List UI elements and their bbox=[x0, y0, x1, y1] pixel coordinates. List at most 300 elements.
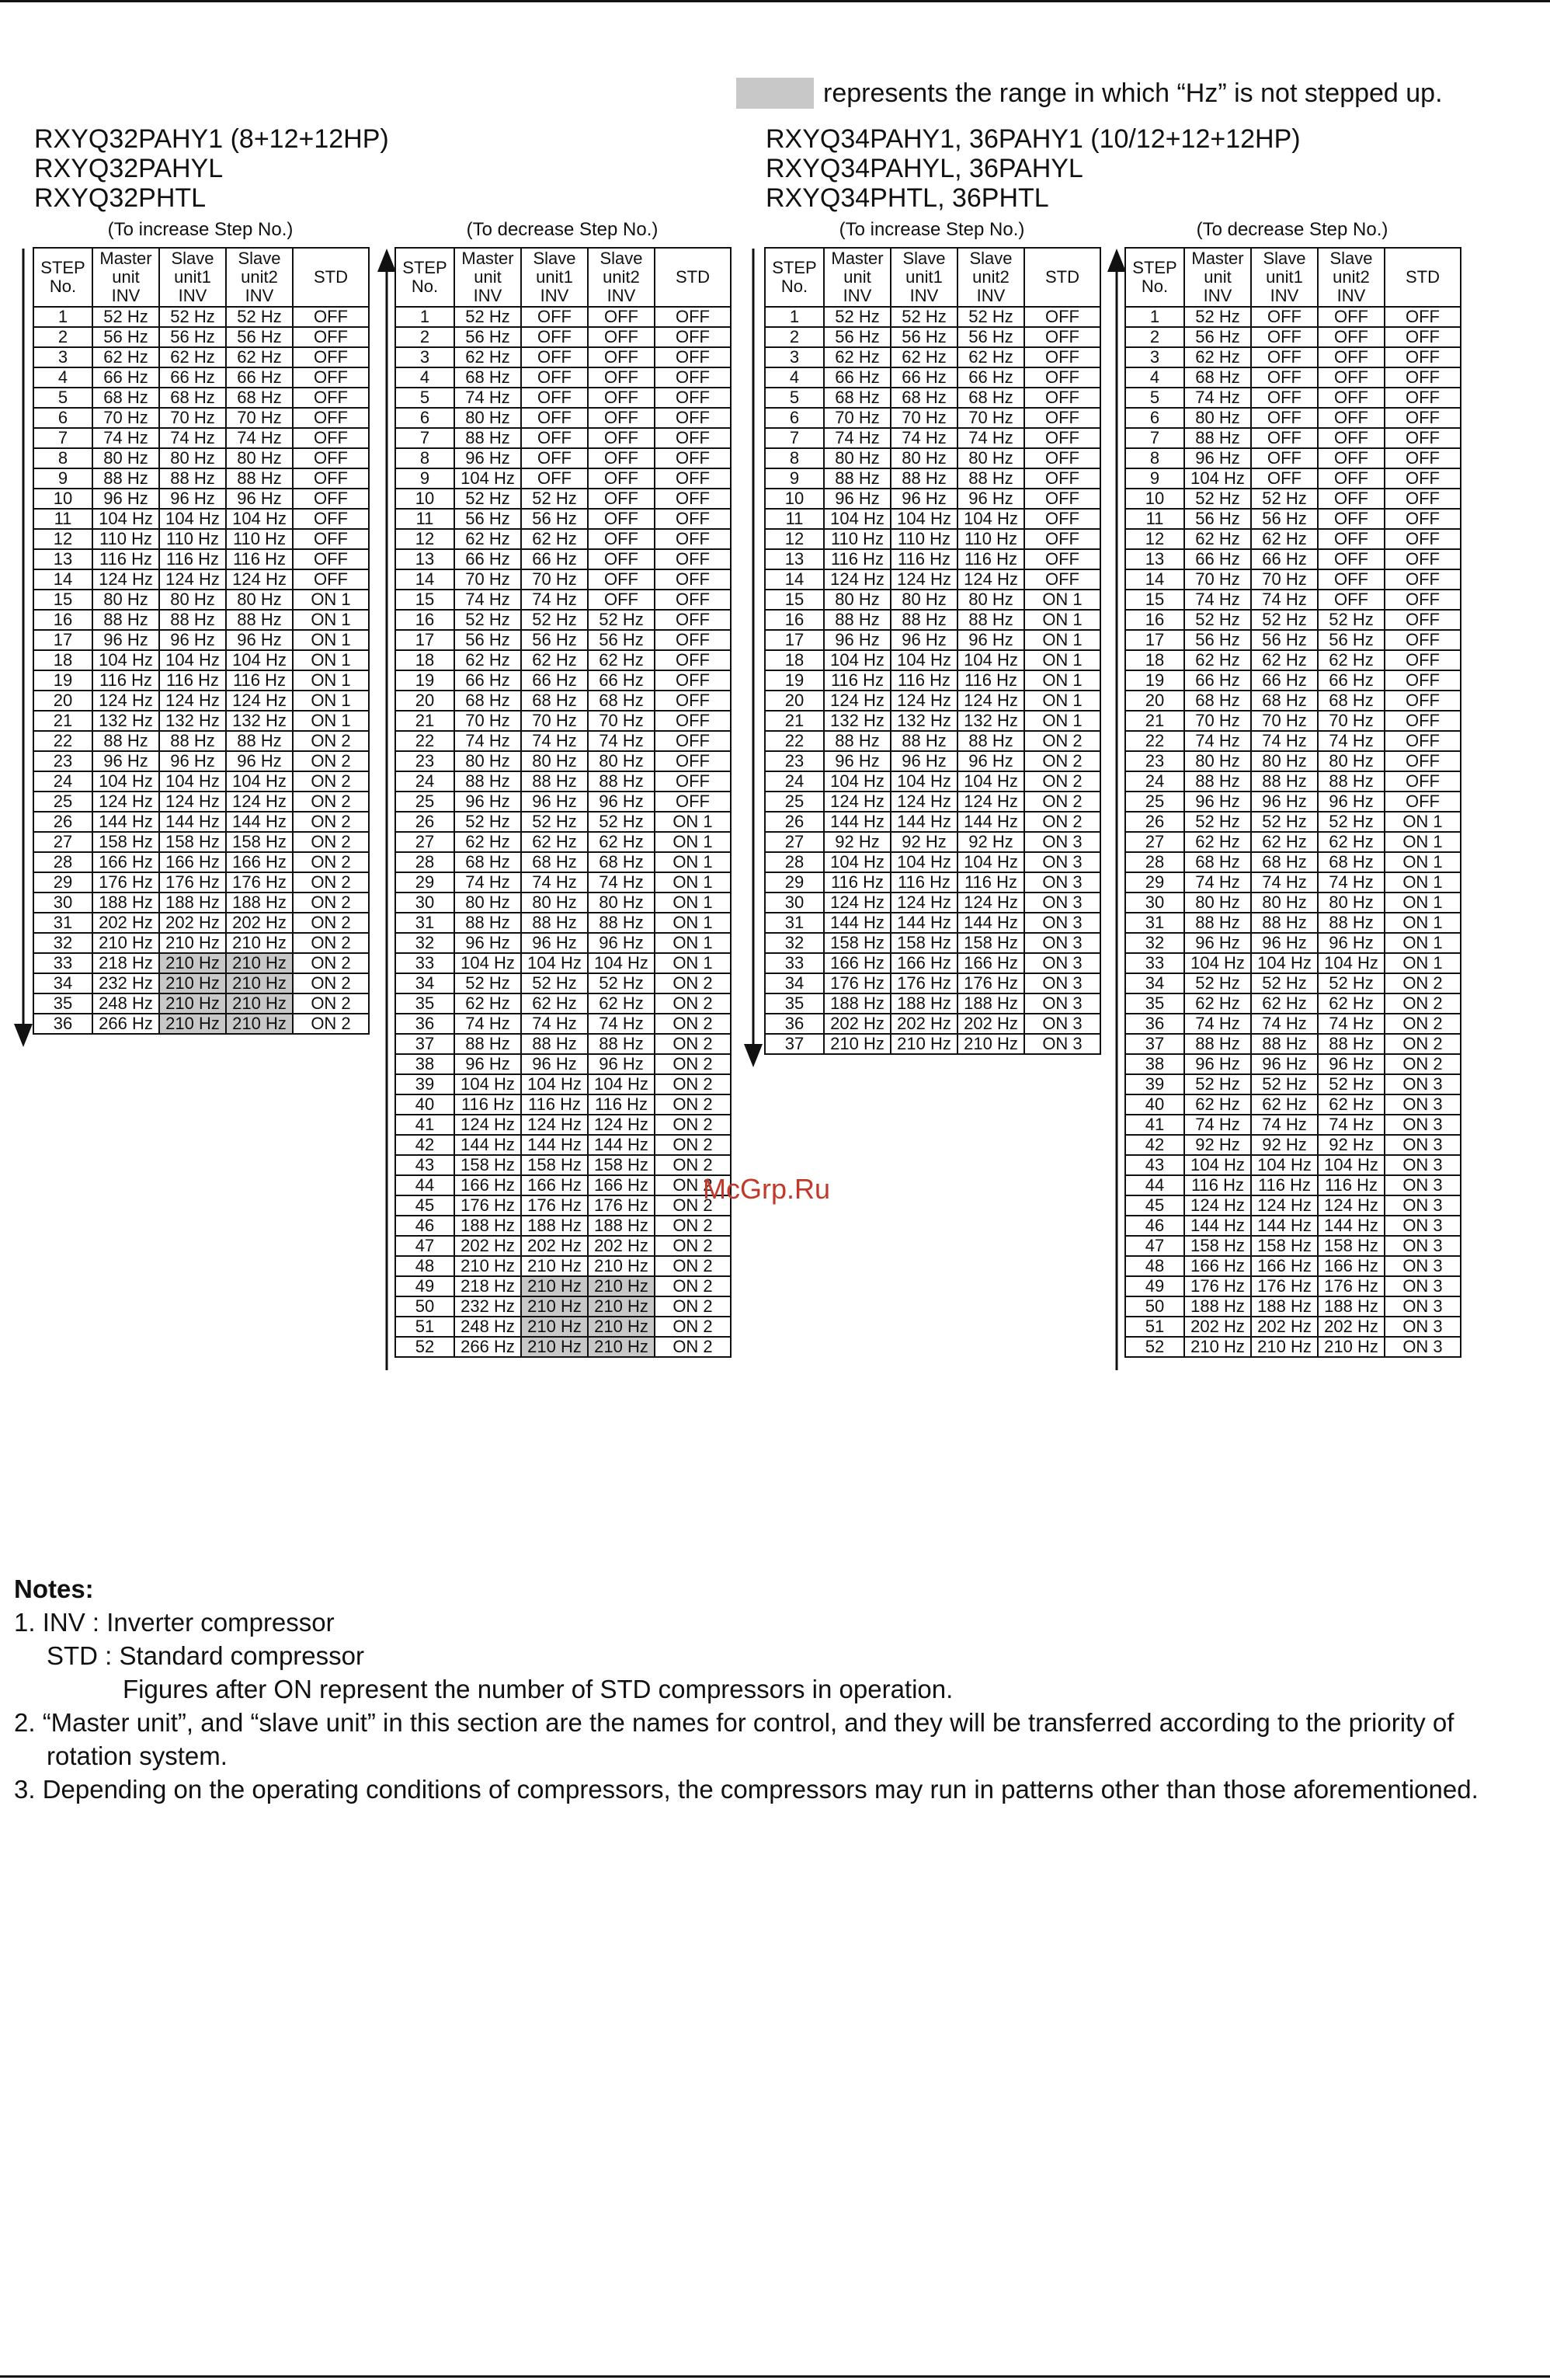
table-row bbox=[765, 832, 1100, 852]
column-header-slave1 bbox=[891, 248, 957, 307]
cell-slave1: 56 Hz bbox=[521, 509, 588, 529]
cell-master: 56 Hz bbox=[824, 327, 891, 347]
cell-master: 80 Hz bbox=[92, 448, 159, 468]
cell-master: 158 Hz bbox=[454, 1155, 521, 1175]
table-row bbox=[395, 590, 731, 610]
cell-slave1: 176 Hz bbox=[1251, 1276, 1318, 1296]
cell-step: 25 bbox=[765, 792, 824, 812]
cell-std: OFF bbox=[293, 509, 369, 529]
cell-std: ON 2 bbox=[655, 1054, 731, 1074]
cell-std: ON 3 bbox=[1385, 1337, 1461, 1357]
cell-master: 202 Hz bbox=[1184, 1317, 1251, 1337]
cell-master: 158 Hz bbox=[92, 832, 159, 852]
cell-master: 96 Hz bbox=[824, 489, 891, 509]
cell-std: ON 3 bbox=[1385, 1135, 1461, 1155]
cell-step: 12 bbox=[395, 529, 454, 549]
cell-step: 52 bbox=[395, 1337, 454, 1357]
table-row bbox=[33, 1014, 369, 1034]
cell-std: OFF bbox=[655, 630, 731, 650]
table-row bbox=[765, 812, 1100, 832]
cell-slave1: 88 Hz bbox=[521, 1034, 588, 1054]
cell-slave2: 210 Hz bbox=[226, 993, 293, 1014]
table-row bbox=[395, 1195, 731, 1216]
cell-step: 43 bbox=[395, 1155, 454, 1175]
table-row bbox=[33, 509, 369, 529]
cell-std: ON 2 bbox=[293, 751, 369, 771]
cell-step: 15 bbox=[1125, 590, 1184, 610]
column-header-line: unit bbox=[112, 267, 140, 287]
cell-slave1: 88 Hz bbox=[891, 468, 957, 489]
cell-std: ON 2 bbox=[293, 973, 369, 993]
column-header-line: INV bbox=[1336, 286, 1366, 305]
cell-std: OFF bbox=[655, 347, 731, 367]
cell-slave2: 104 Hz bbox=[588, 1074, 655, 1094]
watermark: McGrp.Ru bbox=[703, 1173, 831, 1205]
cell-step: 7 bbox=[395, 428, 454, 448]
cell-std: OFF bbox=[1024, 468, 1100, 489]
cell-slave1: 124 Hz bbox=[1251, 1195, 1318, 1216]
cell-std: OFF bbox=[1024, 327, 1100, 347]
cell-slave1: 74 Hz bbox=[1251, 1115, 1318, 1135]
cell-slave1: 88 Hz bbox=[1251, 913, 1318, 933]
cell-std: ON 3 bbox=[1024, 893, 1100, 913]
cell-slave1: 176 Hz bbox=[159, 872, 226, 893]
cell-master: 96 Hz bbox=[824, 751, 891, 771]
cell-master: 88 Hz bbox=[92, 731, 159, 751]
cell-master: 56 Hz bbox=[454, 630, 521, 650]
cell-master: 210 Hz bbox=[1184, 1337, 1251, 1357]
cell-slave1: 202 Hz bbox=[521, 1236, 588, 1256]
cell-slave1: 88 Hz bbox=[159, 731, 226, 751]
cell-step: 40 bbox=[1125, 1094, 1184, 1115]
cell-std: ON 2 bbox=[1385, 1054, 1461, 1074]
cell-master: 176 Hz bbox=[1184, 1276, 1251, 1296]
cell-slave1: 88 Hz bbox=[521, 913, 588, 933]
table-row bbox=[1125, 872, 1461, 893]
cell-step: 5 bbox=[395, 388, 454, 408]
cell-master: 176 Hz bbox=[454, 1195, 521, 1216]
cell-slave1: 74 Hz bbox=[521, 731, 588, 751]
column-header-line: Slave bbox=[238, 249, 281, 268]
cell-std: ON 1 bbox=[1024, 590, 1100, 610]
cell-master: 132 Hz bbox=[824, 711, 891, 731]
cell-std: ON 1 bbox=[1385, 852, 1461, 872]
cell-slave1: OFF bbox=[1251, 428, 1318, 448]
cell-slave2: 210 Hz bbox=[226, 1014, 293, 1034]
cell-slave2: 104 Hz bbox=[957, 650, 1024, 670]
cell-step: 1 bbox=[1125, 307, 1184, 327]
cell-slave2: 56 Hz bbox=[1318, 630, 1385, 650]
cell-slave1: 124 Hz bbox=[891, 691, 957, 711]
cell-std: ON 1 bbox=[655, 933, 731, 953]
cell-step: 4 bbox=[1125, 367, 1184, 388]
cell-step: 15 bbox=[395, 590, 454, 610]
column-header-line: INV bbox=[245, 286, 274, 305]
cell-std: OFF bbox=[1385, 489, 1461, 509]
cell-std: OFF bbox=[1385, 468, 1461, 489]
table-row bbox=[765, 367, 1100, 388]
cell-step: 36 bbox=[395, 1014, 454, 1034]
legend-text: represents the range in which “Hz” is not stepped up. bbox=[823, 78, 1443, 108]
cell-master: 66 Hz bbox=[1184, 549, 1251, 569]
cell-slave2: OFF bbox=[588, 569, 655, 590]
table-row bbox=[33, 489, 369, 509]
cell-slave1: OFF bbox=[521, 307, 588, 327]
cell-step: 35 bbox=[765, 993, 824, 1014]
column-header-line: No. bbox=[1141, 277, 1169, 296]
cell-std: ON 1 bbox=[1385, 893, 1461, 913]
cell-step: 10 bbox=[395, 489, 454, 509]
cell-master: 80 Hz bbox=[824, 590, 891, 610]
cell-master: 52 Hz bbox=[824, 307, 891, 327]
table-row bbox=[33, 448, 369, 468]
legend bbox=[736, 76, 1443, 110]
table-row bbox=[33, 347, 369, 367]
cell-slave2: 70 Hz bbox=[1318, 711, 1385, 731]
cell-master: 62 Hz bbox=[1184, 347, 1251, 367]
cell-slave2: 52 Hz bbox=[1318, 1074, 1385, 1094]
arrow-down-icon bbox=[12, 249, 34, 1047]
cell-std: OFF bbox=[1385, 691, 1461, 711]
cell-step: 38 bbox=[1125, 1054, 1184, 1074]
cell-std: ON 3 bbox=[1385, 1236, 1461, 1256]
cell-step: 2 bbox=[395, 327, 454, 347]
cell-master: 68 Hz bbox=[1184, 852, 1251, 872]
cell-master: 88 Hz bbox=[824, 468, 891, 489]
cell-step: 5 bbox=[1125, 388, 1184, 408]
cell-std: OFF bbox=[293, 307, 369, 327]
cell-master: 248 Hz bbox=[454, 1317, 521, 1337]
note-item: 2. “Master unit”, and “slave unit” in this section are the names for control, and they will be transferred according to the priority of rotation system. bbox=[14, 1708, 1454, 1770]
cell-master: 92 Hz bbox=[1184, 1135, 1251, 1155]
cell-master: 188 Hz bbox=[454, 1216, 521, 1236]
cell-slave2: 62 Hz bbox=[588, 650, 655, 670]
cell-master: 62 Hz bbox=[92, 347, 159, 367]
column-header-std bbox=[655, 248, 731, 307]
cell-std: OFF bbox=[655, 327, 731, 347]
cell-master: 144 Hz bbox=[92, 812, 159, 832]
cell-master: 74 Hz bbox=[454, 388, 521, 408]
cell-slave2: 88 Hz bbox=[957, 468, 1024, 489]
cell-std: ON 2 bbox=[655, 1014, 731, 1034]
cell-slave1: 116 Hz bbox=[521, 1094, 588, 1115]
cell-slave1: 66 Hz bbox=[1251, 670, 1318, 691]
cell-slave1: OFF bbox=[1251, 448, 1318, 468]
right-model-list bbox=[766, 124, 1301, 213]
model-name: RXYQ32PAHYL bbox=[34, 154, 224, 183]
cell-step: 26 bbox=[33, 812, 92, 832]
table-row bbox=[1125, 529, 1461, 549]
cell-slave2: OFF bbox=[1318, 549, 1385, 569]
cell-slave2: OFF bbox=[1318, 367, 1385, 388]
cell-step: 31 bbox=[395, 913, 454, 933]
cell-slave1: 56 Hz bbox=[891, 327, 957, 347]
cell-master: 188 Hz bbox=[824, 993, 891, 1014]
cell-step: 37 bbox=[765, 1034, 824, 1054]
cell-std: OFF bbox=[655, 307, 731, 327]
table-row bbox=[33, 771, 369, 792]
column-header-line: STEP bbox=[1132, 258, 1177, 277]
cell-master: 52 Hz bbox=[1184, 973, 1251, 993]
cell-slave1: 132 Hz bbox=[159, 711, 226, 731]
cell-master: 124 Hz bbox=[824, 792, 891, 812]
cell-master: 104 Hz bbox=[1184, 953, 1251, 973]
table-row bbox=[765, 509, 1100, 529]
cell-step: 9 bbox=[1125, 468, 1184, 489]
table-row bbox=[395, 1054, 731, 1074]
cell-slave1: OFF bbox=[521, 347, 588, 367]
cell-slave1: OFF bbox=[1251, 307, 1318, 327]
cell-std: OFF bbox=[1385, 731, 1461, 751]
cell-std: ON 2 bbox=[655, 1074, 731, 1094]
cell-slave2: OFF bbox=[1318, 468, 1385, 489]
table-row bbox=[395, 509, 731, 529]
cell-slave2: OFF bbox=[588, 489, 655, 509]
cell-std: OFF bbox=[1385, 650, 1461, 670]
column-header-line: Master bbox=[461, 249, 514, 268]
cell-slave1: 52 Hz bbox=[1251, 973, 1318, 993]
table-row bbox=[765, 408, 1100, 428]
cell-master: 144 Hz bbox=[824, 812, 891, 832]
cell-std: ON 3 bbox=[1385, 1155, 1461, 1175]
table-row bbox=[765, 549, 1100, 569]
cell-master: 62 Hz bbox=[454, 650, 521, 670]
cell-master: 70 Hz bbox=[454, 569, 521, 590]
cell-slave2: OFF bbox=[1318, 388, 1385, 408]
cell-slave1: 74 Hz bbox=[1251, 1014, 1318, 1034]
cell-step: 34 bbox=[33, 973, 92, 993]
column-header-line: Slave bbox=[171, 249, 214, 268]
table-row bbox=[1125, 569, 1461, 590]
cell-step: 26 bbox=[1125, 812, 1184, 832]
cell-master: 96 Hz bbox=[454, 1054, 521, 1074]
cell-std: OFF bbox=[1385, 610, 1461, 630]
cell-std: OFF bbox=[293, 347, 369, 367]
cell-step: 46 bbox=[395, 1216, 454, 1236]
cell-master: 62 Hz bbox=[1184, 650, 1251, 670]
cell-std: ON 3 bbox=[1385, 1256, 1461, 1276]
cell-step: 7 bbox=[765, 428, 824, 448]
cell-slave1: 176 Hz bbox=[891, 973, 957, 993]
cell-step: 31 bbox=[33, 913, 92, 933]
column-header-line: unit1 bbox=[174, 267, 211, 287]
cell-slave2: 62 Hz bbox=[1318, 650, 1385, 670]
cell-step: 39 bbox=[395, 1074, 454, 1094]
cell-master: 62 Hz bbox=[1184, 993, 1251, 1014]
cell-master: 80 Hz bbox=[1184, 408, 1251, 428]
cell-slave2: 70 Hz bbox=[588, 711, 655, 731]
cell-std: OFF bbox=[1024, 509, 1100, 529]
column-header-master bbox=[454, 248, 521, 307]
cell-master: 158 Hz bbox=[1184, 1236, 1251, 1256]
cell-slave2: 56 Hz bbox=[588, 630, 655, 650]
cell-slave2: 124 Hz bbox=[1318, 1195, 1385, 1216]
cell-slave2: 124 Hz bbox=[957, 792, 1024, 812]
table-row bbox=[765, 347, 1100, 367]
cell-slave1: OFF bbox=[1251, 408, 1318, 428]
cell-slave1: 124 Hz bbox=[159, 792, 226, 812]
cell-slave1: 104 Hz bbox=[891, 771, 957, 792]
cell-step: 15 bbox=[765, 590, 824, 610]
column-header-line: unit bbox=[1204, 267, 1232, 287]
cell-slave1: 96 Hz bbox=[521, 792, 588, 812]
cell-std: OFF bbox=[1024, 448, 1100, 468]
cell-step: 34 bbox=[395, 973, 454, 993]
cell-step: 48 bbox=[395, 1256, 454, 1276]
table-row bbox=[765, 913, 1100, 933]
cell-step: 45 bbox=[1125, 1195, 1184, 1216]
cell-std: ON 3 bbox=[1024, 1034, 1100, 1054]
arrow-down-icon bbox=[742, 249, 764, 1067]
bottom-rule bbox=[0, 2375, 1550, 2378]
table-row bbox=[395, 792, 731, 812]
cell-slave1: 158 Hz bbox=[891, 933, 957, 953]
table-row bbox=[1125, 731, 1461, 751]
cell-slave1: 52 Hz bbox=[159, 307, 226, 327]
cell-master: 144 Hz bbox=[824, 913, 891, 933]
cell-slave1: 116 Hz bbox=[159, 549, 226, 569]
table-row bbox=[395, 953, 731, 973]
cell-step: 17 bbox=[1125, 630, 1184, 650]
cell-slave1: 166 Hz bbox=[159, 852, 226, 872]
cell-slave1: 52 Hz bbox=[1251, 489, 1318, 509]
cell-slave1: 56 Hz bbox=[1251, 630, 1318, 650]
cell-std: ON 3 bbox=[1024, 832, 1100, 852]
cell-step: 11 bbox=[1125, 509, 1184, 529]
cell-std: OFF bbox=[1385, 792, 1461, 812]
cell-slave2: OFF bbox=[588, 509, 655, 529]
cell-slave2: 132 Hz bbox=[957, 711, 1024, 731]
cell-slave1: OFF bbox=[521, 388, 588, 408]
cell-slave1: 80 Hz bbox=[1251, 751, 1318, 771]
cell-std: ON 1 bbox=[1024, 650, 1100, 670]
cell-slave2: 62 Hz bbox=[1318, 1094, 1385, 1115]
cell-slave1: 158 Hz bbox=[159, 832, 226, 852]
cell-slave2: 92 Hz bbox=[957, 832, 1024, 852]
table-caption: (To increase Step No.) bbox=[839, 219, 1025, 240]
cell-master: 68 Hz bbox=[92, 388, 159, 408]
cell-slave2: 116 Hz bbox=[957, 872, 1024, 893]
table-row bbox=[395, 872, 731, 893]
cell-slave1: 188 Hz bbox=[1251, 1296, 1318, 1317]
cell-master: 96 Hz bbox=[92, 751, 159, 771]
cell-slave2: 80 Hz bbox=[957, 448, 1024, 468]
cell-slave1: 116 Hz bbox=[159, 670, 226, 691]
cell-step: 21 bbox=[33, 711, 92, 731]
column-header-line: No. bbox=[780, 277, 808, 296]
cell-slave2: 124 Hz bbox=[226, 691, 293, 711]
cell-slave2: 188 Hz bbox=[226, 893, 293, 913]
cell-std: ON 3 bbox=[1024, 1014, 1100, 1034]
table-row bbox=[395, 468, 731, 489]
model-name: RXYQ34PAHYL, 36PAHYL bbox=[766, 154, 1083, 183]
table-row bbox=[1125, 630, 1461, 650]
column-header-line: STEP bbox=[402, 258, 447, 277]
cell-slave1: OFF bbox=[1251, 327, 1318, 347]
cell-slave1: 210 Hz bbox=[521, 1276, 588, 1296]
cell-std: OFF bbox=[1385, 670, 1461, 691]
cell-std: ON 2 bbox=[293, 1014, 369, 1034]
cell-std: ON 2 bbox=[655, 1094, 731, 1115]
table-row bbox=[765, 953, 1100, 973]
model-name: RXYQ34PAHY1, 36PAHY1 (10/12+12+12HP) bbox=[766, 124, 1301, 154]
cell-slave1: 62 Hz bbox=[1251, 1094, 1318, 1115]
cell-std: OFF bbox=[1385, 549, 1461, 569]
note-item: 1. INV : Inverter compressor bbox=[14, 1608, 335, 1637]
cell-step: 21 bbox=[765, 711, 824, 731]
cell-step: 22 bbox=[395, 731, 454, 751]
cell-slave2: 202 Hz bbox=[957, 1014, 1024, 1034]
cell-step: 35 bbox=[395, 993, 454, 1014]
cell-slave2: 166 Hz bbox=[1318, 1256, 1385, 1276]
cell-step: 17 bbox=[765, 630, 824, 650]
cell-step: 13 bbox=[1125, 549, 1184, 569]
cell-slave2: 88 Hz bbox=[1318, 913, 1385, 933]
cell-master: 124 Hz bbox=[824, 691, 891, 711]
cell-step: 47 bbox=[395, 1236, 454, 1256]
cell-master: 74 Hz bbox=[824, 428, 891, 448]
cell-std: ON 1 bbox=[1385, 832, 1461, 852]
table-row bbox=[395, 1115, 731, 1135]
cell-slave1: 52 Hz bbox=[521, 610, 588, 630]
cell-slave1: 92 Hz bbox=[1251, 1135, 1318, 1155]
cell-slave2: 80 Hz bbox=[588, 751, 655, 771]
cell-step: 45 bbox=[395, 1195, 454, 1216]
cell-slave2: 188 Hz bbox=[1318, 1296, 1385, 1317]
cell-step: 3 bbox=[765, 347, 824, 367]
column-header-master bbox=[824, 248, 891, 307]
cell-step: 44 bbox=[1125, 1175, 1184, 1195]
table-row bbox=[765, 569, 1100, 590]
cell-std: ON 2 bbox=[655, 1175, 731, 1195]
cell-slave1: 52 Hz bbox=[1251, 812, 1318, 832]
table-row bbox=[395, 893, 731, 913]
cell-slave2: OFF bbox=[588, 468, 655, 489]
column-header-line: unit1 bbox=[905, 267, 943, 287]
cell-slave1: 202 Hz bbox=[159, 913, 226, 933]
cell-slave1: 74 Hz bbox=[521, 872, 588, 893]
cell-slave2: 188 Hz bbox=[588, 1216, 655, 1236]
cell-std: OFF bbox=[1385, 590, 1461, 610]
cell-slave2: OFF bbox=[588, 307, 655, 327]
cell-slave1: 56 Hz bbox=[159, 327, 226, 347]
cell-slave2: OFF bbox=[588, 428, 655, 448]
cell-std: ON 2 bbox=[655, 1195, 731, 1216]
cell-step: 27 bbox=[765, 832, 824, 852]
cell-slave1: 66 Hz bbox=[521, 549, 588, 569]
cell-step: 37 bbox=[395, 1034, 454, 1054]
column-header-line: unit2 bbox=[1333, 267, 1370, 287]
cell-step: 8 bbox=[33, 448, 92, 468]
table-row bbox=[765, 590, 1100, 610]
cell-slave2: 88 Hz bbox=[588, 1034, 655, 1054]
cell-std: ON 2 bbox=[293, 731, 369, 751]
cell-slave2: OFF bbox=[588, 367, 655, 388]
column-header-step bbox=[1125, 248, 1184, 307]
table-row bbox=[33, 529, 369, 549]
cell-master: 62 Hz bbox=[1184, 1094, 1251, 1115]
cell-std: ON 1 bbox=[655, 893, 731, 913]
table-row bbox=[33, 630, 369, 650]
cell-slave1: 124 Hz bbox=[891, 792, 957, 812]
cell-slave2: 104 Hz bbox=[226, 509, 293, 529]
table-row bbox=[1125, 428, 1461, 448]
cell-master: 66 Hz bbox=[454, 549, 521, 569]
cell-slave1: 68 Hz bbox=[159, 388, 226, 408]
column-header-line: Master bbox=[1191, 249, 1244, 268]
cell-step: 9 bbox=[765, 468, 824, 489]
cell-step: 31 bbox=[1125, 913, 1184, 933]
